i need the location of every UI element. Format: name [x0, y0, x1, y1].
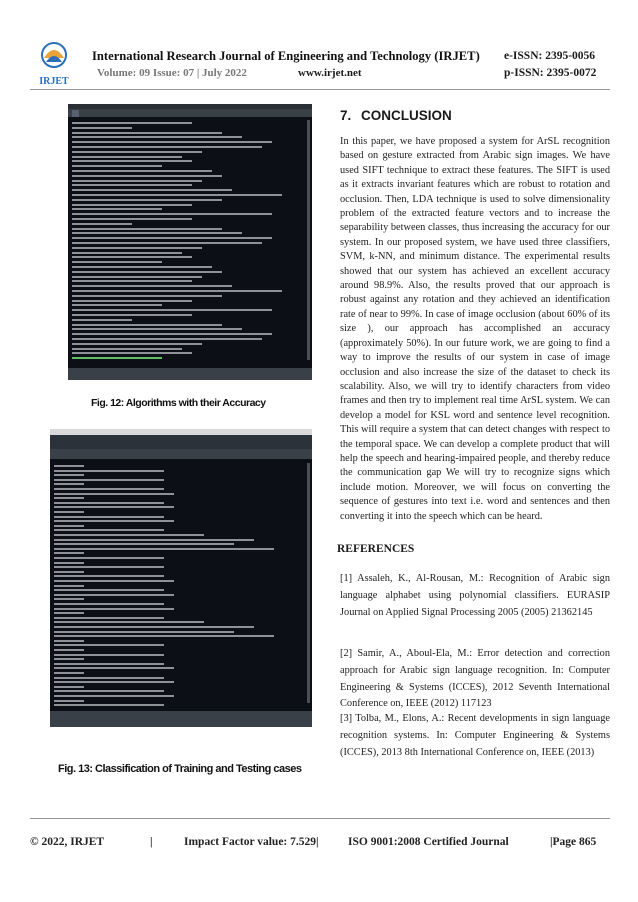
console-line — [54, 658, 84, 660]
console-line — [54, 552, 84, 554]
console-line — [72, 324, 222, 326]
copyright: © 2022, IRJET — [30, 836, 105, 848]
footer-divider — [30, 818, 610, 819]
console-line — [54, 700, 84, 702]
console-line — [54, 663, 164, 665]
console-line — [72, 160, 192, 162]
console-line — [72, 213, 272, 215]
console-line — [72, 300, 192, 302]
console-line — [72, 141, 272, 143]
console-line — [54, 465, 84, 467]
console-line — [54, 483, 84, 485]
console-line — [54, 644, 164, 646]
console-line — [54, 534, 204, 536]
section-title: CONCLUSION — [361, 108, 452, 123]
console-line — [54, 493, 174, 495]
header-divider — [30, 89, 610, 90]
console-line — [72, 199, 222, 201]
console-line — [72, 127, 132, 129]
journal-url[interactable]: www.irjet.net — [298, 67, 362, 79]
console-line — [54, 608, 174, 610]
console-line — [54, 704, 164, 706]
console-line — [54, 617, 164, 619]
impact-factor: Impact Factor value: 7.529 — [184, 836, 317, 848]
e-issn: e-ISSN: 2395-0056 — [504, 50, 596, 62]
console-line — [54, 470, 164, 472]
figure-13-variable-explorer-screenshot — [50, 429, 312, 727]
console-line — [72, 132, 222, 134]
console-line — [54, 631, 234, 633]
console-line — [54, 548, 274, 550]
console-line — [54, 575, 164, 577]
console-line — [72, 271, 222, 273]
console-line — [72, 165, 162, 167]
reference-item: [1] Assaleh, K., Al-Rousan, M.: Recognition of Arabic sign language alphabet using polynomial classifiers. EURASIP Journal on Applied Signal Processing 2005 (2005) 21362145 — [340, 573, 610, 618]
footer-separator: | — [316, 836, 319, 848]
console-line — [72, 204, 192, 206]
console-line — [54, 649, 84, 651]
console-line — [72, 290, 282, 292]
console-line — [72, 208, 162, 210]
console-line — [72, 256, 192, 258]
console-line — [72, 151, 202, 153]
console-line — [54, 562, 84, 564]
console-line — [54, 667, 174, 669]
section-number: 7. — [340, 108, 352, 123]
console-line — [54, 654, 164, 656]
console-line — [72, 242, 262, 244]
console-line — [72, 348, 182, 350]
console-line — [72, 285, 232, 287]
console-line — [72, 309, 272, 311]
console-line — [72, 232, 242, 234]
console-line — [54, 603, 164, 605]
conclusion-heading — [340, 108, 452, 123]
svg-text:IRJET: IRJET — [39, 76, 69, 87]
console-line — [72, 266, 212, 268]
console-line — [54, 479, 164, 481]
console-line — [72, 189, 232, 191]
console-line — [54, 525, 84, 527]
console-line — [54, 474, 84, 476]
console-line — [72, 352, 192, 354]
console-line — [54, 585, 84, 587]
console-line — [72, 180, 202, 182]
console-line — [54, 621, 204, 623]
console-line — [72, 237, 272, 239]
volume-issue: Volume: 09 Issue: 07 | July 2022 — [97, 67, 247, 79]
console-line — [54, 580, 174, 582]
console-line — [72, 184, 192, 186]
console-line — [72, 328, 242, 330]
conclusion-paragraph: In this paper, we have proposed a system for ArSL recognition based on gesture extracted from Arabic sign images. We have used SIFT technique to extract these features. The SIFT is used as it extracts invariant features which are robust to rotation and occlusion. Then, LDA technique is used to solve dimensionality problem of the extracted feature vectors and to increase the separability between classes, thus increasing the accuracy for our system. In our proposed system, we have used three classifiers, SVM, k-NN, and minimum distance. The experimental results showed that our system has achieved an excellent accuracy around 98.9%. Also, the results proved that our approach is robust against any rotation and they achieved an identification rate of near to 99%. In case of image occlusion (about 60% of its size ), our approach has accomplished an accuracy (approximately 50%). In our future work, we are going to find a way to improve the results of our system in case of image occlusion and also increase the size of the dataset to check its scalability. Also, we will try to identify characters from video frames and then try to implement real time ArSL system. We can develop a model for KSL word and sentence level recognition. This will require a system that can detect changes with respect to the temporal space. We can develop a complete product that will help the speech and hearing-impaired people, and thereby reduce the communication gap We will try to recognize signs which include motion. Moreover, we will focus on converting the sequence of gestures into text i.e. word and sentences and then converting it into the speech which can be heard. — [340, 136, 610, 522]
console-line — [54, 566, 164, 568]
console-line — [54, 594, 174, 596]
page-number: |Page 865 — [550, 836, 597, 848]
console-line — [72, 146, 262, 148]
console-line — [54, 677, 164, 679]
console-line — [72, 228, 222, 230]
console-line — [54, 516, 164, 518]
console-line — [54, 598, 84, 600]
references-heading: REFERENCES — [337, 543, 415, 555]
figure-12-caption: Fig. 12: Algorithms with their Accuracy — [91, 397, 266, 409]
console-line — [54, 695, 174, 697]
console-line — [54, 497, 84, 499]
console-line — [72, 170, 212, 172]
console-line — [54, 672, 84, 674]
console-line — [54, 557, 164, 559]
console-line — [54, 520, 174, 522]
console-line — [72, 247, 202, 249]
console-line — [54, 635, 274, 637]
console-line — [54, 589, 164, 591]
console-line — [72, 314, 192, 316]
console-line — [72, 295, 222, 297]
console-line — [72, 319, 132, 321]
console-line — [72, 343, 202, 345]
console-line — [54, 626, 254, 628]
reference-item: [2] Samir, A., Aboul-Ela, M.: Error detection and correction approach for Arabic sign language recognition. In: Computer Engineering & Systems (ICCES), 2012 Seventh International Conference on, IEEE (2012) 117123 — [340, 648, 610, 710]
console-line — [72, 175, 222, 177]
console-line — [72, 333, 272, 335]
console-line — [72, 252, 182, 254]
console-line — [72, 261, 162, 263]
console-line — [54, 511, 84, 513]
console-line — [54, 543, 234, 545]
console-line — [72, 122, 192, 124]
console-line — [54, 686, 84, 688]
p-issn: p-ISSN: 2395-0072 — [504, 67, 597, 79]
console-line — [72, 338, 262, 340]
console-line — [54, 681, 174, 683]
console-line — [72, 304, 162, 306]
console-line — [72, 194, 282, 196]
console-line — [72, 357, 162, 359]
journal-title: International Research Journal of Engineering and Technology (IRJET) — [92, 49, 480, 63]
console-line — [54, 612, 84, 614]
console-line — [54, 529, 164, 531]
figure-12-console-screenshot — [68, 104, 312, 380]
console-line — [54, 690, 164, 692]
console-line — [72, 276, 202, 278]
iso-certification: ISO 9001:2008 Certified Journal — [348, 836, 509, 848]
footer-separator: | — [150, 836, 153, 848]
console-line — [72, 280, 192, 282]
console-line — [54, 640, 84, 642]
console-line — [54, 502, 164, 504]
console-line — [54, 571, 84, 573]
console-line — [54, 506, 174, 508]
console-line — [54, 488, 164, 490]
console-line — [72, 156, 182, 158]
figure-13-caption: Fig. 13: Classification of Training and Testing cases — [58, 763, 302, 775]
irjet-logo — [34, 40, 74, 90]
reference-item: [3] Tolba, M., Elons, A.: Recent developments in sign language recognition systems. In: Computer Engineering & Systems (ICCES), 2013 8th International Conference on, IEEE (2013) — [340, 713, 610, 758]
console-line — [72, 223, 132, 225]
console-line — [72, 136, 242, 138]
console-line — [72, 218, 192, 220]
console-line — [54, 539, 254, 541]
